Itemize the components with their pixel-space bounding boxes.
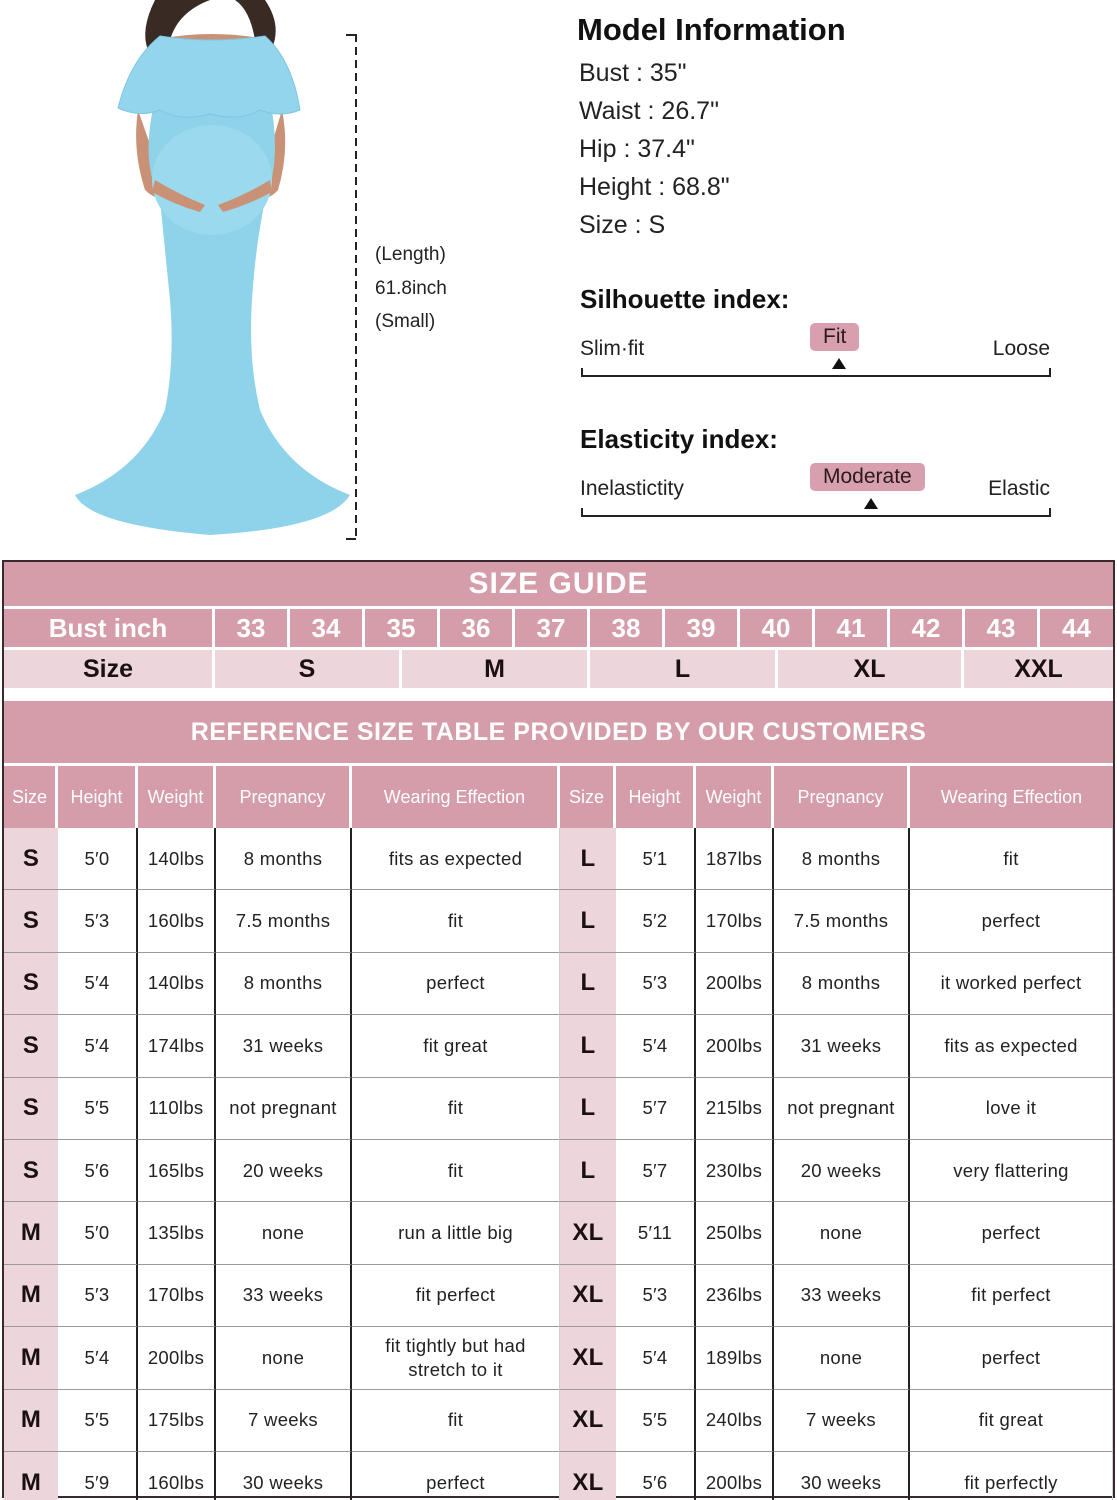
cell-wearing-effect: fits as expected bbox=[910, 1015, 1113, 1077]
cell-wearing-effect: fit bbox=[352, 1078, 560, 1140]
cell-wearing-effect: very flattering bbox=[910, 1140, 1113, 1202]
col-header-weight: Weight bbox=[138, 766, 216, 828]
cell-pregnancy: none bbox=[216, 1327, 352, 1389]
size-label: Size bbox=[4, 650, 215, 688]
cell-pregnancy: 8 months bbox=[216, 828, 352, 890]
cell-weight: 170lbs bbox=[138, 1265, 216, 1327]
cell-size: XL bbox=[560, 1452, 616, 1500]
bust-value: 33 bbox=[215, 609, 290, 647]
col-header-wearing-effect: Wearing Effection bbox=[352, 766, 560, 828]
cell-size: XL bbox=[560, 1390, 616, 1452]
cell-pregnancy: not pregnant bbox=[774, 1078, 910, 1140]
cell-wearing-effect: fits as expected bbox=[352, 828, 560, 890]
bust-value: 36 bbox=[440, 609, 515, 647]
elasticity-left-label: Inelastictity bbox=[580, 477, 684, 500]
cell-weight: 200lbs bbox=[138, 1327, 216, 1389]
cell-weight: 110lbs bbox=[138, 1078, 216, 1140]
cell-pregnancy: 8 months bbox=[774, 953, 910, 1015]
silhouette-index bbox=[580, 284, 1052, 367]
cell-size: XL bbox=[560, 1202, 616, 1264]
silhouette-value-badge: Fit bbox=[810, 323, 859, 351]
cell-height: 5′3 bbox=[58, 1265, 138, 1327]
size-m: M bbox=[402, 650, 590, 688]
cell-height: 5′6 bbox=[616, 1452, 696, 1500]
cell-pregnancy: 33 weeks bbox=[216, 1265, 352, 1327]
cell-size: S bbox=[4, 1078, 58, 1140]
cell-size: S bbox=[4, 828, 58, 890]
bust-value: 43 bbox=[965, 609, 1040, 647]
cell-weight: 135lbs bbox=[138, 1202, 216, 1264]
cell-height: 5′4 bbox=[616, 1015, 696, 1077]
cell-pregnancy: 20 weeks bbox=[216, 1140, 352, 1202]
cell-wearing-effect: perfect bbox=[352, 953, 560, 1015]
cell-size: L bbox=[560, 953, 616, 1015]
cell-wearing-effect: perfect bbox=[910, 890, 1113, 952]
cell-pregnancy: 30 weeks bbox=[216, 1452, 352, 1500]
cell-size: S bbox=[4, 953, 58, 1015]
cell-wearing-effect: run a little big bbox=[352, 1202, 560, 1264]
cell-size: M bbox=[4, 1452, 58, 1500]
cell-weight: 250lbs bbox=[696, 1202, 774, 1264]
cell-weight: 200lbs bbox=[696, 953, 774, 1015]
model-bust: Bust : 35" bbox=[579, 59, 687, 87]
cell-weight: 187lbs bbox=[696, 828, 774, 890]
size-l: L bbox=[590, 650, 778, 688]
cell-size: XL bbox=[560, 1327, 616, 1389]
cell-wearing-effect: fit bbox=[352, 1390, 560, 1452]
cell-weight: 200lbs bbox=[696, 1015, 774, 1077]
silhouette-right-label: Loose bbox=[992, 337, 1050, 360]
cell-size: L bbox=[560, 1140, 616, 1202]
cell-weight: 174lbs bbox=[138, 1015, 216, 1077]
cell-size: L bbox=[560, 828, 616, 890]
cell-wearing-effect: fit great bbox=[352, 1015, 560, 1077]
cell-wearing-effect: fit perfect bbox=[352, 1265, 560, 1327]
bust-value: 38 bbox=[590, 609, 665, 647]
bust-value: 37 bbox=[515, 609, 590, 647]
cell-size: M bbox=[4, 1265, 58, 1327]
bust-value: 41 bbox=[815, 609, 890, 647]
product-photo bbox=[60, 0, 360, 540]
cell-height: 5′3 bbox=[58, 890, 138, 952]
cell-height: 5′4 bbox=[616, 1327, 696, 1389]
cell-height: 5′4 bbox=[58, 953, 138, 1015]
cell-pregnancy: 31 weeks bbox=[774, 1015, 910, 1077]
cell-size: L bbox=[560, 1015, 616, 1077]
cell-wearing-effect: fit bbox=[352, 1140, 560, 1202]
cell-wearing-effect: perfect bbox=[352, 1452, 560, 1500]
cell-wearing-effect: perfect bbox=[910, 1327, 1113, 1389]
cell-pregnancy: 7.5 months bbox=[774, 890, 910, 952]
elasticity-value-badge: Moderate bbox=[810, 463, 925, 491]
model-hip: Hip : 37.4" bbox=[579, 135, 695, 163]
reference-table-left bbox=[4, 766, 560, 1500]
cell-pregnancy: 7 weeks bbox=[774, 1390, 910, 1452]
size-guide bbox=[2, 560, 1115, 1498]
size-s: S bbox=[215, 650, 402, 688]
cell-wearing-effect: fit tightly but had stretch to it bbox=[352, 1327, 560, 1389]
cell-weight: 170lbs bbox=[696, 890, 774, 952]
cell-wearing-effect: perfect bbox=[910, 1202, 1113, 1264]
col-header-height: Height bbox=[58, 766, 138, 828]
cell-pregnancy: 33 weeks bbox=[774, 1265, 910, 1327]
cell-height: 5′6 bbox=[58, 1140, 138, 1202]
reference-table-right bbox=[560, 766, 1113, 1500]
cell-weight: 230lbs bbox=[696, 1140, 774, 1202]
cell-weight: 160lbs bbox=[138, 1452, 216, 1500]
reference-table-title: REFERENCE SIZE TABLE PROVIDED BY OUR CUSTOMERS bbox=[4, 701, 1113, 763]
length-label-size: (Small) bbox=[375, 311, 436, 332]
cell-height: 5′1 bbox=[616, 828, 696, 890]
cell-wearing-effect: fit great bbox=[910, 1390, 1113, 1452]
cell-size: L bbox=[560, 1078, 616, 1140]
cell-weight: 140lbs bbox=[138, 953, 216, 1015]
length-label-value: 61.8inch bbox=[375, 277, 447, 299]
elasticity-index-title: Elasticity index: bbox=[580, 424, 778, 454]
cell-height: 5′9 bbox=[58, 1452, 138, 1500]
col-header-height: Height bbox=[616, 766, 696, 828]
col-header-weight: Weight bbox=[696, 766, 774, 828]
bust-value: 42 bbox=[890, 609, 965, 647]
cell-wearing-effect: fit perfectly bbox=[910, 1452, 1113, 1500]
cell-height: 5′4 bbox=[58, 1015, 138, 1077]
size-xxl: XXL bbox=[964, 650, 1113, 688]
cell-pregnancy: not pregnant bbox=[216, 1078, 352, 1140]
cell-wearing-effect: love it bbox=[910, 1078, 1113, 1140]
dress-illustration bbox=[60, 0, 360, 540]
cell-height: 5′5 bbox=[58, 1078, 138, 1140]
cell-weight: 236lbs bbox=[696, 1265, 774, 1327]
cell-pregnancy: 8 months bbox=[216, 953, 352, 1015]
bust-inch-label: Bust inch bbox=[4, 609, 215, 647]
cell-height: 5′3 bbox=[616, 1265, 696, 1327]
cell-pregnancy: none bbox=[216, 1202, 352, 1264]
cell-wearing-effect: it worked perfect bbox=[910, 953, 1113, 1015]
bust-value: 39 bbox=[665, 609, 740, 647]
cell-weight: 189lbs bbox=[696, 1327, 774, 1389]
bust-value: 40 bbox=[740, 609, 815, 647]
cell-size: XL bbox=[560, 1265, 616, 1327]
cell-height: 5′0 bbox=[58, 1202, 138, 1264]
cell-height: 5′2 bbox=[616, 890, 696, 952]
cell-size: S bbox=[4, 1015, 58, 1077]
bust-value: 44 bbox=[1040, 609, 1113, 647]
elasticity-right-label: Elastic bbox=[988, 477, 1050, 500]
size-row bbox=[4, 650, 1113, 688]
cell-height: 5′5 bbox=[58, 1390, 138, 1452]
cell-pregnancy: 20 weeks bbox=[774, 1140, 910, 1202]
cell-height: 5′7 bbox=[616, 1078, 696, 1140]
silhouette-index-title: Silhouette index: bbox=[580, 284, 790, 314]
cell-pregnancy: 8 months bbox=[774, 828, 910, 890]
cell-height: 5′7 bbox=[616, 1140, 696, 1202]
cell-height: 5′4 bbox=[58, 1327, 138, 1389]
col-header-size: Size bbox=[560, 766, 616, 828]
cell-height: 5′0 bbox=[58, 828, 138, 890]
cell-size: M bbox=[4, 1327, 58, 1389]
model-info-title: Model Information bbox=[577, 12, 846, 47]
cell-weight: 200lbs bbox=[696, 1452, 774, 1500]
silhouette-left-label: Slim·fit bbox=[580, 337, 645, 360]
cell-size: S bbox=[4, 1140, 58, 1202]
cell-pregnancy: 7.5 months bbox=[216, 890, 352, 952]
cell-weight: 175lbs bbox=[138, 1390, 216, 1452]
bust-value: 35 bbox=[365, 609, 440, 647]
length-label-line1: (Length) bbox=[375, 244, 446, 265]
length-measure-line bbox=[355, 34, 357, 540]
col-header-wearing-effect: Wearing Effection bbox=[910, 766, 1113, 828]
size-guide-title: SIZE GUIDE bbox=[4, 562, 1113, 606]
length-measure-cap-bottom bbox=[346, 538, 356, 540]
cell-size: M bbox=[4, 1390, 58, 1452]
cell-pregnancy: 31 weeks bbox=[216, 1015, 352, 1077]
cell-wearing-effect: fit bbox=[910, 828, 1113, 890]
cell-wearing-effect: fit perfect bbox=[910, 1265, 1113, 1327]
cell-weight: 160lbs bbox=[138, 890, 216, 952]
cell-wearing-effect: fit bbox=[352, 890, 560, 952]
cell-weight: 240lbs bbox=[696, 1390, 774, 1452]
elasticity-scale bbox=[581, 508, 1051, 517]
cell-height: 5′5 bbox=[616, 1390, 696, 1452]
cell-weight: 165lbs bbox=[138, 1140, 216, 1202]
length-label bbox=[375, 238, 447, 339]
bust-value: 34 bbox=[290, 609, 365, 647]
cell-weight: 140lbs bbox=[138, 828, 216, 890]
silhouette-scale bbox=[581, 368, 1051, 377]
model-size: Size : S bbox=[579, 211, 666, 239]
cell-size: S bbox=[4, 890, 58, 952]
cell-size: M bbox=[4, 1202, 58, 1264]
cell-pregnancy: none bbox=[774, 1202, 910, 1264]
bust-inch-row bbox=[4, 609, 1113, 647]
reference-size-table bbox=[4, 766, 1113, 1500]
cell-weight: 215lbs bbox=[696, 1078, 774, 1140]
elasticity-index bbox=[580, 424, 1052, 507]
cell-pregnancy: 7 weeks bbox=[216, 1390, 352, 1452]
cell-height: 5′3 bbox=[616, 953, 696, 1015]
size-xl: XL bbox=[778, 650, 964, 688]
cell-height: 5′11 bbox=[616, 1202, 696, 1264]
col-header-size: Size bbox=[4, 766, 58, 828]
cell-size: L bbox=[560, 890, 616, 952]
model-waist: Waist : 26.7" bbox=[579, 97, 719, 125]
cell-pregnancy: 30 weeks bbox=[774, 1452, 910, 1500]
model-height: Height : 68.8" bbox=[579, 173, 730, 201]
col-header-pregnancy: Pregnancy bbox=[774, 766, 910, 828]
model-information bbox=[577, 12, 846, 244]
cell-pregnancy: none bbox=[774, 1327, 910, 1389]
col-header-pregnancy: Pregnancy bbox=[216, 766, 352, 828]
